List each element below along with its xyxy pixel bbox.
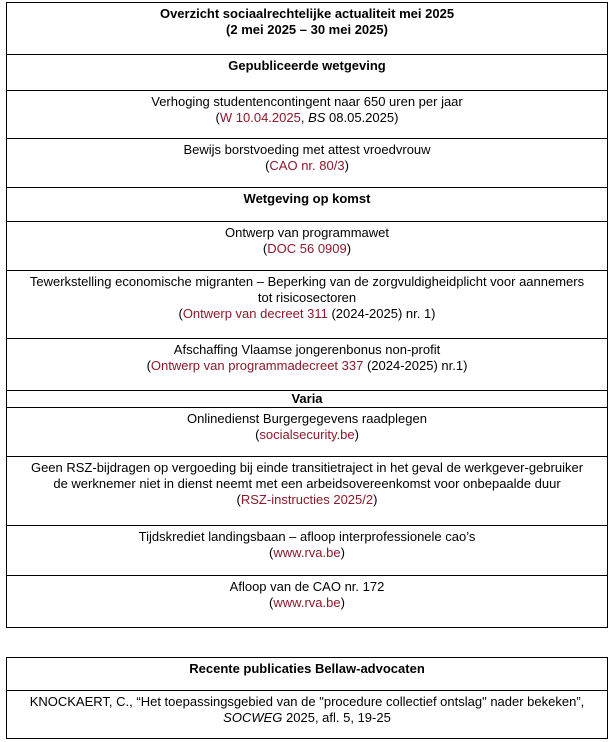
item-borstvoeding-title: Bewijs borstvoeding met attest vroedvrouw — [183, 142, 431, 157]
programmawet-link[interactable]: DOC 56 0909 — [267, 241, 347, 256]
item-studentencontingent-title: Verhoging studentencontingent naar 650 uren per jaar — [151, 94, 463, 109]
item-jongerenbonus-title: Afschaffing Vlaamse jongerenbonus non-profit — [173, 342, 441, 357]
item-cao172-ref: (www.rva.be) — [269, 595, 345, 610]
item-migranten-title-2: tot risicosectoren — [257, 290, 357, 305]
item-burgergegevens-title: Onlinedienst Burgergegevens raadplegen — [187, 411, 427, 426]
item-transitietraject-ref: (RSZ-instructies 2025/2) — [236, 492, 378, 507]
publications-table — [6, 657, 608, 739]
section-varia-label: Varia — [291, 391, 323, 406]
item-jongerenbonus — [7, 339, 608, 391]
item-tijdskrediet — [7, 526, 608, 576]
item-programmawet — [7, 222, 608, 271]
section-published-heading — [7, 55, 608, 91]
studentencontingent-link[interactable]: W 10.04.2025 — [219, 110, 301, 125]
item-migranten-title-1: Tewerkstelling economische migranten – Beperking van de zorgvuldigheidplicht voor aannemers — [29, 274, 585, 289]
item-burgergegevens-ref: (socialsecurity.be) — [255, 427, 359, 442]
section-upcoming-label: Wetgeving op komst — [243, 191, 371, 206]
item-cao172-title: Afloop van de CAO nr. 172 — [229, 579, 385, 594]
item-burgergegevens — [7, 408, 608, 457]
item-tijdskrediet-title: Tijdskrediet landingsbaan – afloop interprofessionele cao’s — [138, 529, 476, 544]
transitietraject-link[interactable]: RSZ-instructies 2025/2 — [240, 492, 374, 507]
item-studentencontingent — [7, 91, 608, 139]
burgergegevens-link[interactable]: socialsecurity.be — [259, 427, 355, 442]
publications-heading-cell — [7, 658, 608, 691]
item-studentencontingent-ref: (W 10.04.2025, BS 08.05.2025) — [215, 110, 399, 125]
section-varia-heading — [7, 391, 608, 408]
item-transitietraject-title-1: Geen RSZ-bijdragen op vergoeding bij einde transitietraject in het geval de werkgever-gebruiker — [30, 460, 584, 475]
tijdskrediet-link[interactable]: www.rva.be — [273, 545, 341, 560]
overview-header-cell — [7, 3, 608, 55]
item-jongerenbonus-ref: (Ontwerp van programmadecreet 337 (2024-2025) nr.1) — [146, 358, 468, 373]
item-cao172 — [7, 576, 608, 628]
item-programmawet-title: Ontwerp van programmawet — [224, 225, 389, 240]
item-borstvoeding — [7, 139, 608, 188]
item-tijdskrediet-ref: (www.rva.be) — [269, 545, 345, 560]
publication-journal: SOCWEG — [223, 710, 283, 725]
publication-entry-line-1: KNOCKAERT, C., “Het toepassingsgebied van de "procedure collectief ontslag" nader bekeken”, — [29, 694, 585, 709]
item-transitietraject — [7, 457, 608, 526]
jongerenbonus-link[interactable]: Ontwerp van programmadecreet 337 — [150, 358, 364, 373]
item-migranten-ref: (Ontwerp van decreet 311 (2024-2025) nr. 1) — [178, 306, 436, 321]
publication-entry-line-2 — [9, 710, 605, 726]
item-borstvoeding-ref: (CAO nr. 80/3) — [265, 158, 349, 173]
overview-table — [6, 2, 608, 628]
publication-details: 2025, afl. 5, 19-25 — [282, 710, 391, 725]
item-migranten — [7, 271, 608, 339]
overview-period: (2 mei 2025 – 30 mei 2025) — [226, 22, 388, 37]
publication-entry — [7, 691, 608, 739]
section-upcoming-heading — [7, 188, 608, 222]
publications-heading: Recente publicaties Bellaw-advocaten — [189, 661, 425, 676]
overview-title: Overzicht sociaalrechtelijke actualiteit mei 2025 — [159, 6, 455, 21]
cao172-link[interactable]: www.rva.be — [273, 595, 341, 610]
item-programmawet-ref: (DOC 56 0909) — [262, 241, 352, 256]
migranten-link[interactable]: Ontwerp van decreet 311 — [182, 306, 328, 321]
borstvoeding-link[interactable]: CAO nr. 80/3 — [269, 158, 345, 173]
section-published-label: Gepubliceerde wetgeving — [228, 58, 386, 73]
item-transitietraject-title-2: de werknemer niet in dienst neemt met een arbeidsovereenkomst voor onbepaalde duur — [53, 476, 561, 491]
